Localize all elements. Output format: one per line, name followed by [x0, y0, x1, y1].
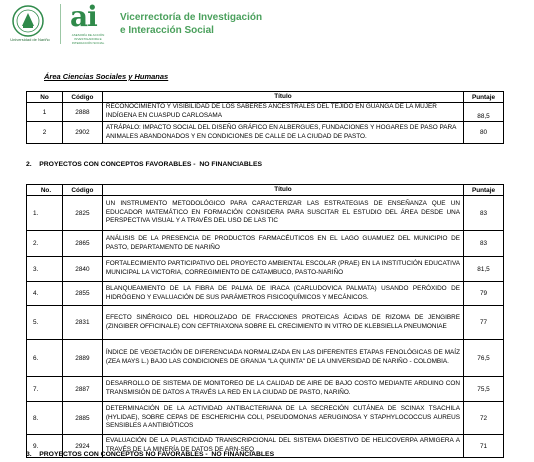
- table-header-row: [27, 185, 504, 196]
- section-2-heading: 2. PROYECTOS CON CONCEPTOS FAVORABLES - NO FINANCIABLES: [26, 161, 263, 168]
- ai-logo-subtitle: ASESORÍA DE ACCIÓN INVESTIGADORA E INTERACCIÓN SOCIAL: [71, 33, 105, 45]
- table-row: [27, 340, 504, 377]
- cell-score: 76,5: [464, 340, 504, 377]
- cell-title: DESARROLLO DE SISTEMA DE MONITOREO DE LA CALIDAD DE AIRE DE BAJO COSTO MEDIANTE ARDUINO CON TRANSMISIÓN DE DATOS A TRAVÉS LA RED EN LA CIUDAD DE PASTO, NARIÑO.: [102, 377, 463, 402]
- cell-title: BLANQUEAMIENTO DE LA FIBRA DE PALMA DE IRACA (CARLUDOVICA PALMATA) USANDO PERÓXIDO DE HIDRÓGENO Y EVALUACIÓN DE SUS PARÁMETROS FISICOQUÍMICOS Y MECÁNICOS.: [102, 282, 463, 306]
- table-row: [27, 282, 504, 306]
- cell-no: 2: [27, 122, 63, 144]
- cell-no: 2.: [27, 231, 63, 257]
- table-row: [27, 257, 504, 282]
- cell-no: 4.: [27, 282, 63, 306]
- col-header-no: No: [27, 92, 63, 103]
- cell-score: 72: [464, 402, 504, 435]
- cell-no: 6.: [27, 340, 63, 377]
- cell-title: ATRÁPALO: IMPACTO SOCIAL DEL DISEÑO GRÁFICO EN ALBERGUES, FUNDACIONES Y HOGARES DE PASO PARA ANIMALES ABANDONADOS Y EN CONDICIONES DE CALLE DE LA CIUDAD DE PASTO.: [102, 122, 463, 144]
- cell-score: 83: [464, 231, 504, 257]
- cell-title: RECONOCIMIENTO Y VISIBILIDAD DE LOS SABERES ANCESTRALES DEL TEJIDO EN GUANGA DE LA MUJER INDÍGENA EN CUASPUD CARLOSAMA: [102, 103, 463, 122]
- cell-no: 1: [27, 103, 63, 122]
- cell-code: 2888: [62, 103, 102, 122]
- table-row: [27, 103, 504, 122]
- col-header-code: Código: [62, 92, 102, 103]
- cell-score: 79: [464, 282, 504, 306]
- table-row: [27, 402, 504, 435]
- vice-title-line1: Vicerrectoría de Investigación: [120, 12, 263, 23]
- cell-no: 5.: [27, 306, 63, 340]
- cell-no: 1.: [27, 196, 63, 231]
- cell-no: 8.: [27, 402, 63, 435]
- col-header-title: Título: [102, 185, 463, 196]
- table-social-sciences: [26, 91, 504, 144]
- table-favorable-not-fundable: [26, 184, 504, 458]
- table-row: [27, 196, 504, 231]
- university-seal-logo: [8, 4, 48, 40]
- cell-title: UN INSTRUMENTO METODOLÓGICO PARA CARACTERIZAR LAS ESTRATEGIAS DE ENSEÑANZA QUE UN EDUCADOR MATEMÁTICO EN FORMACIÓN CONSIDERA PARA SUSCITAR EL ESTUDIO DEL ÁREA DESDE UNA PERSPECTIVA VISUAL Y A TRAVÉS DEL USO DE LAS TIC: [102, 196, 463, 231]
- col-header-title: Título: [102, 92, 463, 103]
- university-name: Universidad de Nariño: [10, 37, 50, 42]
- cell-score: 71: [464, 435, 504, 458]
- cell-no: 3.: [27, 257, 63, 282]
- cell-code: 2885: [62, 402, 102, 435]
- section-3-heading: 3. PROYECTOS CON CONCEPTOS NO FAVORABLES - NO FINANCIABLES: [26, 451, 275, 458]
- cell-score: 88,5: [464, 103, 504, 122]
- cell-code: 2887: [62, 377, 102, 402]
- area-heading: Área Ciencias Sociales y Humanas: [44, 72, 169, 81]
- cell-title: EFECTO SINÉRGICO DEL HIDROLIZADO DE FRACCIONES PROTEICAS ÁCIDAS DE RIZOMA DE JENGIBRE (ZINGIBER OFFICINALE) CON CEFTRIAXONA SOBRE EL CRECIMIENTO IN VITRO DE KLEBSIELLA PNEUMONIAE: [102, 306, 463, 340]
- cell-code: 2840: [62, 257, 102, 282]
- cell-code: 2924: [62, 435, 102, 458]
- col-header-code: Código: [62, 185, 102, 196]
- cell-score: 80: [464, 122, 504, 144]
- cell-code: 2831: [62, 306, 102, 340]
- col-header-score: Puntaje: [464, 92, 504, 103]
- page-header: [0, 0, 534, 52]
- cell-code: 2902: [62, 122, 102, 144]
- cell-title: ANÁLISIS DE LA PRESENCIA DE PRODUCTOS FARMACÉUTICOS EN EL LAGO GUAMUEZ DEL MUNICIPIO DE PASTO, DEPARTAMENTO DE NARIÑO: [102, 231, 463, 257]
- table-row: [27, 122, 504, 144]
- table-row: [27, 377, 504, 402]
- cell-title: EVALUACIÓN DE LA PLASTICIDAD TRANSCRIPCIONAL DEL SISTEMA DIGESTIVO DE HELICOVERPA ARMIGERA A TRAVÉS DE LA MINERÍA DE DATOS DE ARN-SEQ: [102, 435, 463, 458]
- table-row: [27, 231, 504, 257]
- cell-score: 81,5: [464, 257, 504, 282]
- vice-title-line2: e Interacción Social: [120, 25, 214, 36]
- cell-score: 83: [464, 196, 504, 231]
- cell-title: FORTALECIMIENTO PARTICIPATIVO DEL PROYECTO AMBIENTAL ESCOLAR (PRAE) EN LA INSTITUCIÓN EDUCATIVA MUNICIPAL LA VICTORIA, CORREGIMIENTO DE CATAMBUCO, PASTO-NARIÑO: [102, 257, 463, 282]
- vicerrectoria-title: [120, 11, 340, 37]
- cell-no: 9.: [27, 435, 63, 458]
- col-header-no: No.: [27, 185, 63, 196]
- cell-score: 77: [464, 306, 504, 340]
- header-divider: [60, 4, 61, 44]
- col-header-score: Puntaje: [464, 185, 504, 196]
- table-header-row: [27, 92, 504, 103]
- table-row: [27, 306, 504, 340]
- cell-code: 2855: [62, 282, 102, 306]
- cell-code: 2889: [62, 340, 102, 377]
- ai-logo: ai: [70, 0, 97, 33]
- cell-title: DETERMINACIÓN DE LA ACTIVIDAD ANTIBACTERIANA DE LA SECRECIÓN CUTÁNEA DE SCINAX TSACHILA (HYLIDAE), SOBRE CEPAS DE ESCHERICHIA COLI, PSEUDOMONAS AERUGINOSA Y STAPHYLOCOCCUS AUREUS SENSIBLES A ANTIBIÓTICOS: [102, 402, 463, 435]
- cell-code: 2865: [62, 231, 102, 257]
- cell-code: 2825: [62, 196, 102, 231]
- cell-score: 75,5: [464, 377, 504, 402]
- cell-no: 7.: [27, 377, 63, 402]
- cell-title: ÍNDICE DE VEGETACIÓN DE DIFERENCIADA NORMALIZADA EN LAS DIFERENTES ETAPAS FENOLÓGICAS DE MAÍZ (ZEA MAYS L.) BAJO LAS CONDICIONES DE GRANJA "LA QUINTA" DE LA UNIVERSIDAD DE NARIÑO - COLOMBIA.: [102, 340, 463, 377]
